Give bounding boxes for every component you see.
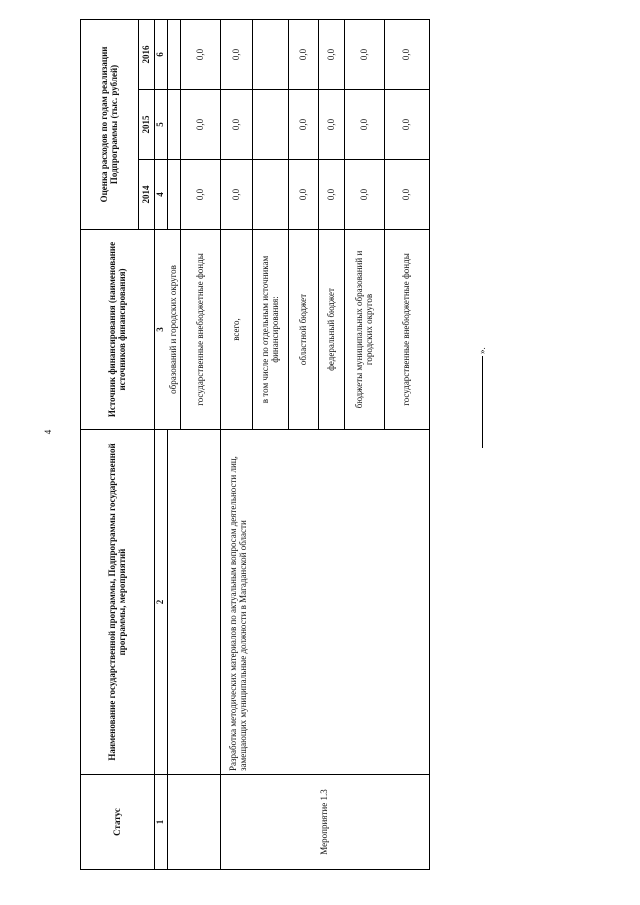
measure-value: 0,0 <box>289 19 319 89</box>
measure-value: 0,0 <box>319 19 345 89</box>
header-status: Статус <box>81 775 155 870</box>
header-estimate: Оценка расходов по годам реализации Подпрограммы (тыс. рублей) <box>81 19 139 229</box>
prev-status-cell <box>168 775 221 870</box>
column-number-3: 3 <box>155 230 168 430</box>
closing-mark <box>477 328 491 448</box>
header-name: Наименование государственной программы, Подпрограммы государственной программы, мероприятий <box>81 430 155 775</box>
continuation-value <box>168 19 181 89</box>
measure-value <box>253 19 289 89</box>
measure-value: 0,0 <box>385 90 430 160</box>
prev-funds-value-2016: 0,0 <box>181 19 221 89</box>
measure-value: 0,0 <box>221 19 253 89</box>
closing-underline <box>482 356 483 448</box>
column-number-1: 1 <box>155 775 168 870</box>
column-number-2: 2 <box>155 430 168 775</box>
measure-value <box>253 90 289 160</box>
measure-value: 0,0 <box>385 19 430 89</box>
measure-value <box>253 160 289 230</box>
measure-value: 0,0 <box>221 160 253 230</box>
measure-value: 0,0 <box>345 19 385 89</box>
measure-value: 0,0 <box>345 160 385 230</box>
continuation-value <box>168 160 181 230</box>
measure-name: Разработка методических материалов по актуальным вопросам деятельности лиц, замещающих муниципальные должности в Магаданской области <box>221 430 430 775</box>
measure-value: 0,0 <box>289 90 319 160</box>
measure-source: бюджеты муниципальных образований и городских округов <box>345 230 385 430</box>
prev-funds-value-2015: 0,0 <box>181 90 221 160</box>
page-number: 4 <box>43 429 53 435</box>
column-number-4: 4 <box>155 160 168 230</box>
measure-status: Мероприятие 1.3 <box>221 775 430 870</box>
measure-value: 0,0 <box>319 90 345 160</box>
prev-funds-source: государственные внебюджетные фонды <box>181 230 221 430</box>
prev-funds-value-2014: 0,0 <box>181 160 221 230</box>
measure-value: 0,0 <box>345 90 385 160</box>
measure-source: государственные внебюджетные фонды <box>385 230 430 430</box>
header-year-2014: 2014 <box>139 160 155 230</box>
measure-source: федеральный бюджет <box>319 230 345 430</box>
measure-value: 0,0 <box>385 160 430 230</box>
column-number-5: 5 <box>155 90 168 160</box>
header-year-2015: 2015 <box>139 90 155 160</box>
header-source: Источник финансирования (наименование источников финансирования) <box>81 230 155 430</box>
prev-name-cell <box>168 430 221 775</box>
closing-text: ». <box>477 347 487 354</box>
continuation-value <box>168 90 181 160</box>
measure-value: 0,0 <box>221 90 253 160</box>
measure-source: областной бюджет <box>289 230 319 430</box>
column-number-6: 6 <box>155 19 168 89</box>
measure-value: 0,0 <box>319 160 345 230</box>
header-year-2016: 2016 <box>139 19 155 89</box>
measure-source: всего, <box>221 230 253 430</box>
continuation-source: образований и городских округов <box>168 230 181 430</box>
measure-source: в том числе по отдельным источникам финансирования: <box>253 230 289 430</box>
financing-table <box>80 19 430 870</box>
measure-value: 0,0 <box>289 160 319 230</box>
financing-table-container <box>80 20 430 870</box>
